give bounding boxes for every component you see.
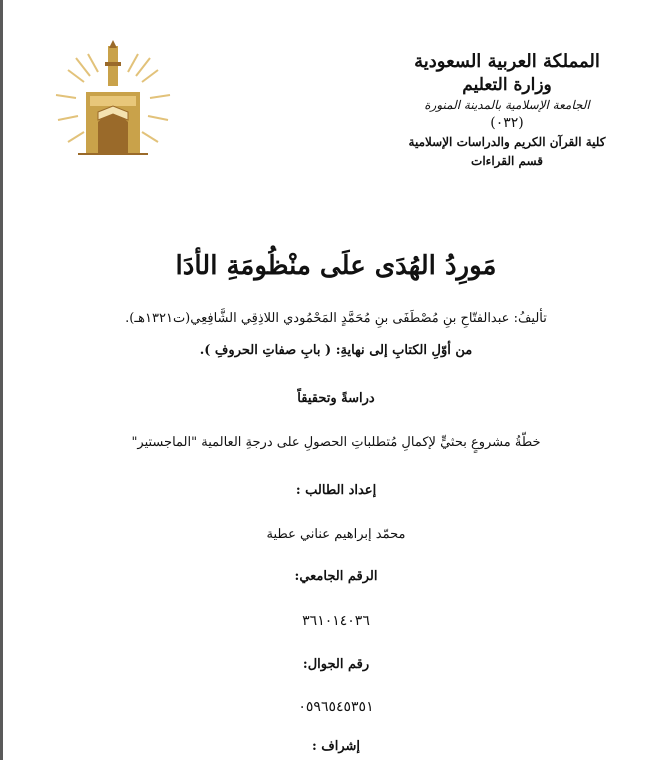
university-logo	[48, 40, 178, 160]
study-label: دراسةً وتحقيقاً	[297, 391, 375, 406]
supervisor-label: إشراف :	[311, 739, 361, 754]
research-plan-line: خطّةُ مشروعٍ بحثيٍّ لإكمالِ مُتطلباتِ الحصولِ على درجةِ العالمية "الماجستير"	[131, 435, 541, 450]
book-title: مَورِدُ الهُدَى علَى منْظُومَةِ الأدَا	[175, 251, 497, 281]
author-line: تأليفُ: عبدالفتّاحِ بنِ مُصْطَفَى بنِ مُحَمَّدٍ المَحْمُودي اللاذِقِي الشَّافِعِي(ت١٣٢١هـ).	[125, 311, 547, 326]
student-name: محمّد إبراهيم عناني عطية	[266, 527, 406, 542]
student-prep-label: إعداد الطالب :	[295, 483, 377, 498]
faculty-name: كلية القرآن الكريم والدراسات الإسلامية	[408, 135, 606, 149]
department-name: قسم القراءات	[471, 154, 543, 168]
scope-line: من أوّلِ الكتابِ إلى نهايةِ: ( بابِ صفاتِ الحروفِ ).	[199, 343, 473, 358]
islamic-university-logo-icon	[48, 40, 178, 160]
university-name: الجامعة الإسلامية بالمدينة المنورة	[424, 98, 590, 112]
institution-header	[382, 50, 632, 170]
phone-value: ٠٥٩٦٥٤٥٣٥١	[298, 699, 374, 715]
university-id-label: الرقم الجامعي:	[294, 569, 378, 584]
university-code: (٠٣٢)	[490, 115, 524, 131]
ministry-name: وزارة التعليم	[462, 75, 552, 95]
university-id-value: ٣٦١٠١٤٠٣٦	[302, 613, 370, 629]
phone-label: رقم الجوال:	[302, 657, 370, 672]
kingdom-name: المملكة العربية السعودية	[414, 51, 600, 72]
